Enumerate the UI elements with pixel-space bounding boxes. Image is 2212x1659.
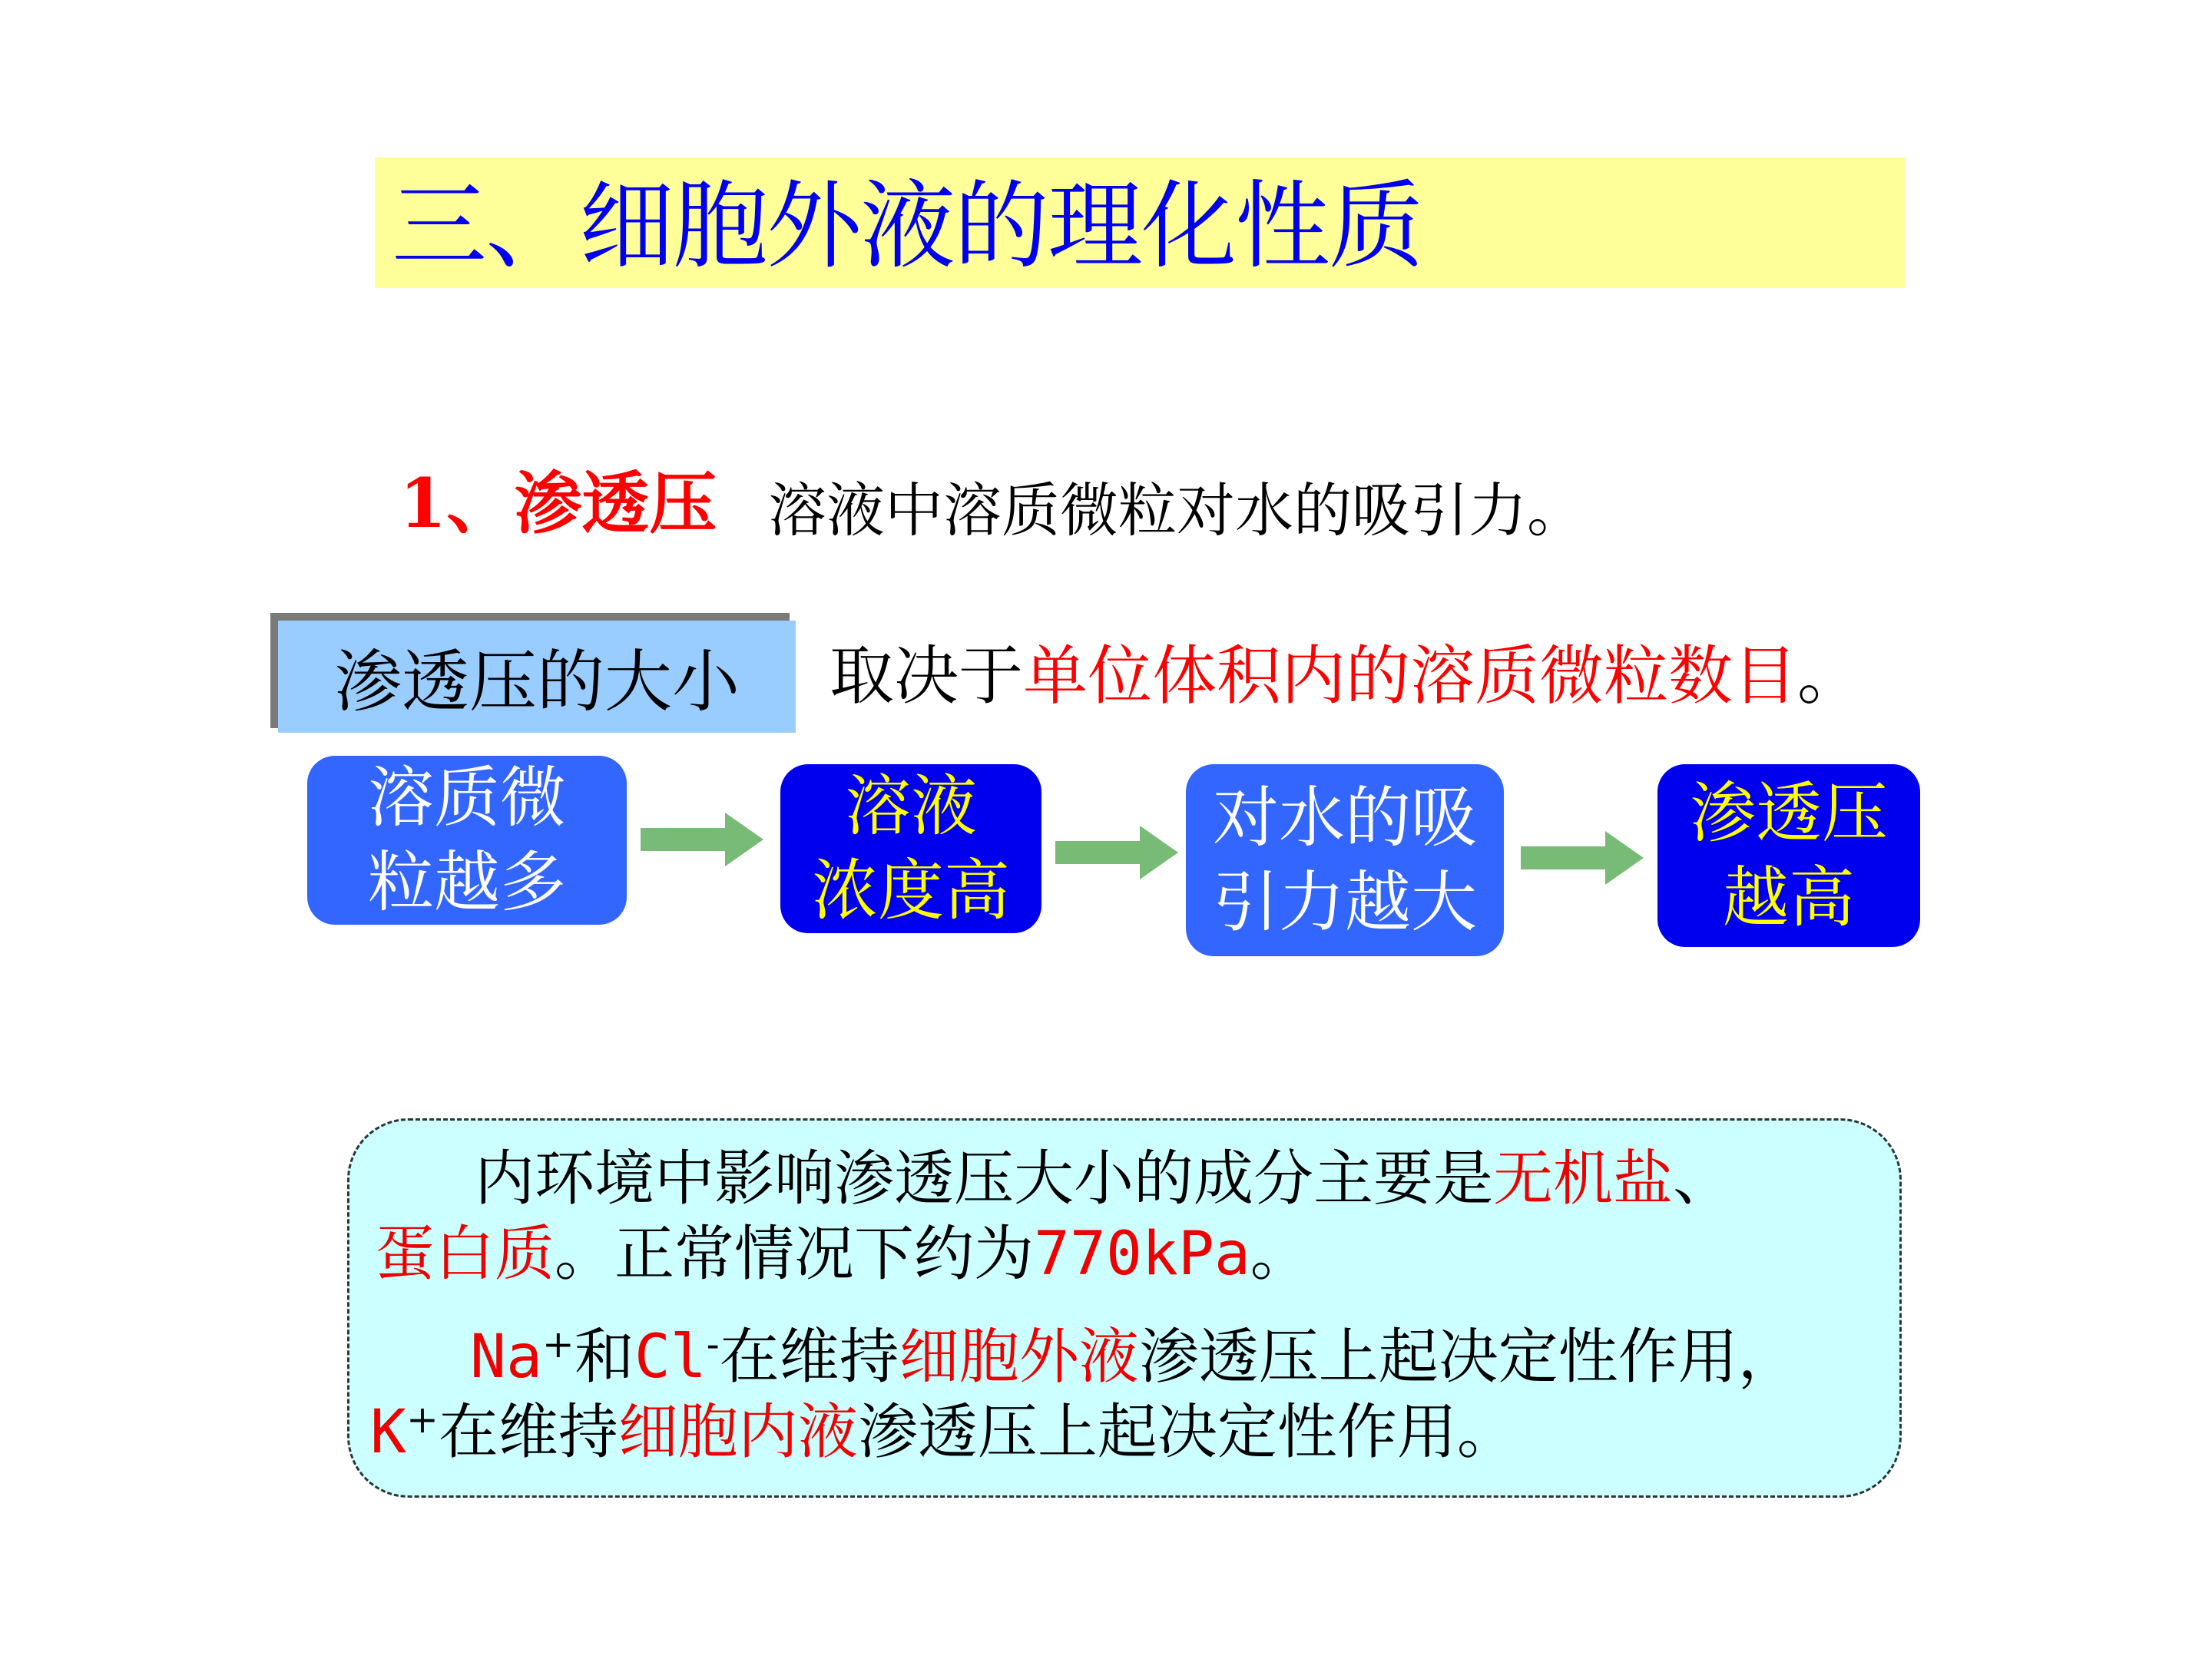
flow-step-line: 粒越多 (368, 844, 566, 921)
size-desc-highlight: 单位体积内的溶质微粒数目 (1023, 638, 1798, 714)
flow-step-solute-particles (307, 756, 627, 925)
flow-step-line: 溶液 (845, 768, 977, 845)
flow-step-line: 浓度高 (812, 853, 1010, 929)
size-desc-suffix: 。 (1797, 638, 1863, 714)
flow-step-line: 越高 (1723, 859, 1855, 936)
note-highlight-intracellular: 细胞内液 (618, 1398, 858, 1467)
note-highlight-inorganic-salt: 无机盐 (1493, 1144, 1674, 1214)
note-text: 渗透压上起决定性作用， (1138, 1323, 1798, 1392)
size-desc-prefix: 取决于 (830, 638, 1024, 714)
note-text: 在维持 (438, 1398, 618, 1467)
note-text: 。 (1250, 1220, 1310, 1289)
flow-arrow-1 (641, 813, 763, 866)
flow-step-water-attraction (1186, 764, 1504, 956)
note-paragraph-2-line-1 (470, 1319, 1798, 1396)
flow-step-line: 引力越大 (1213, 864, 1477, 941)
osmotic-pressure-definition: 溶液中溶质微粒对水的吸引力。 (768, 476, 1585, 545)
note-ion-cl-charge: - (706, 1322, 720, 1366)
note-ion-na: Na (470, 1323, 542, 1392)
note-paragraph-1-line-1 (475, 1141, 1733, 1217)
note-ion-na-charge: + (541, 1322, 575, 1366)
flow-step-solution-concentration (780, 764, 1041, 933)
flow-arrow-3 (1521, 831, 1644, 885)
note-text: 渗透压上起决定性作用。 (857, 1398, 1517, 1467)
note-ion-k-charge: + (406, 1397, 439, 1442)
note-text: 在维持 (719, 1323, 899, 1392)
flow-step-line: 渗透压 (1690, 775, 1888, 852)
note-highlight-protein: 蛋白质 (375, 1220, 555, 1289)
osmotic-size-description (830, 634, 1862, 718)
flow-step-line: 溶质微 (368, 760, 566, 836)
note-text: 、 (1673, 1144, 1734, 1214)
note-highlight-extracellular: 细胞外液 (899, 1323, 1139, 1392)
note-paragraph-1-line-2 (375, 1216, 1310, 1293)
osmotic-size-label: 渗透压的大小 (278, 621, 796, 733)
flow-step-line: 对水的吸 (1213, 780, 1477, 856)
flow-arrow-2 (1055, 826, 1178, 879)
note-ion-k: K (370, 1398, 406, 1467)
note-ion-cl: Cl (634, 1323, 707, 1392)
note-text: 和 (574, 1323, 634, 1392)
note-text: 内环境中影响渗透压大小的成分主要是 (475, 1144, 1494, 1214)
page-title: 三、细胞外液的理化性质 (392, 171, 1423, 282)
note-text: 。正常情况下约为 (555, 1220, 1035, 1289)
note-paragraph-2-line-2 (370, 1394, 1517, 1471)
note-highlight-pressure-value: 770kPa (1034, 1220, 1250, 1289)
osmotic-pressure-heading: 1、渗透压 (399, 463, 717, 543)
flow-step-osmotic-pressure-high (1657, 764, 1920, 947)
